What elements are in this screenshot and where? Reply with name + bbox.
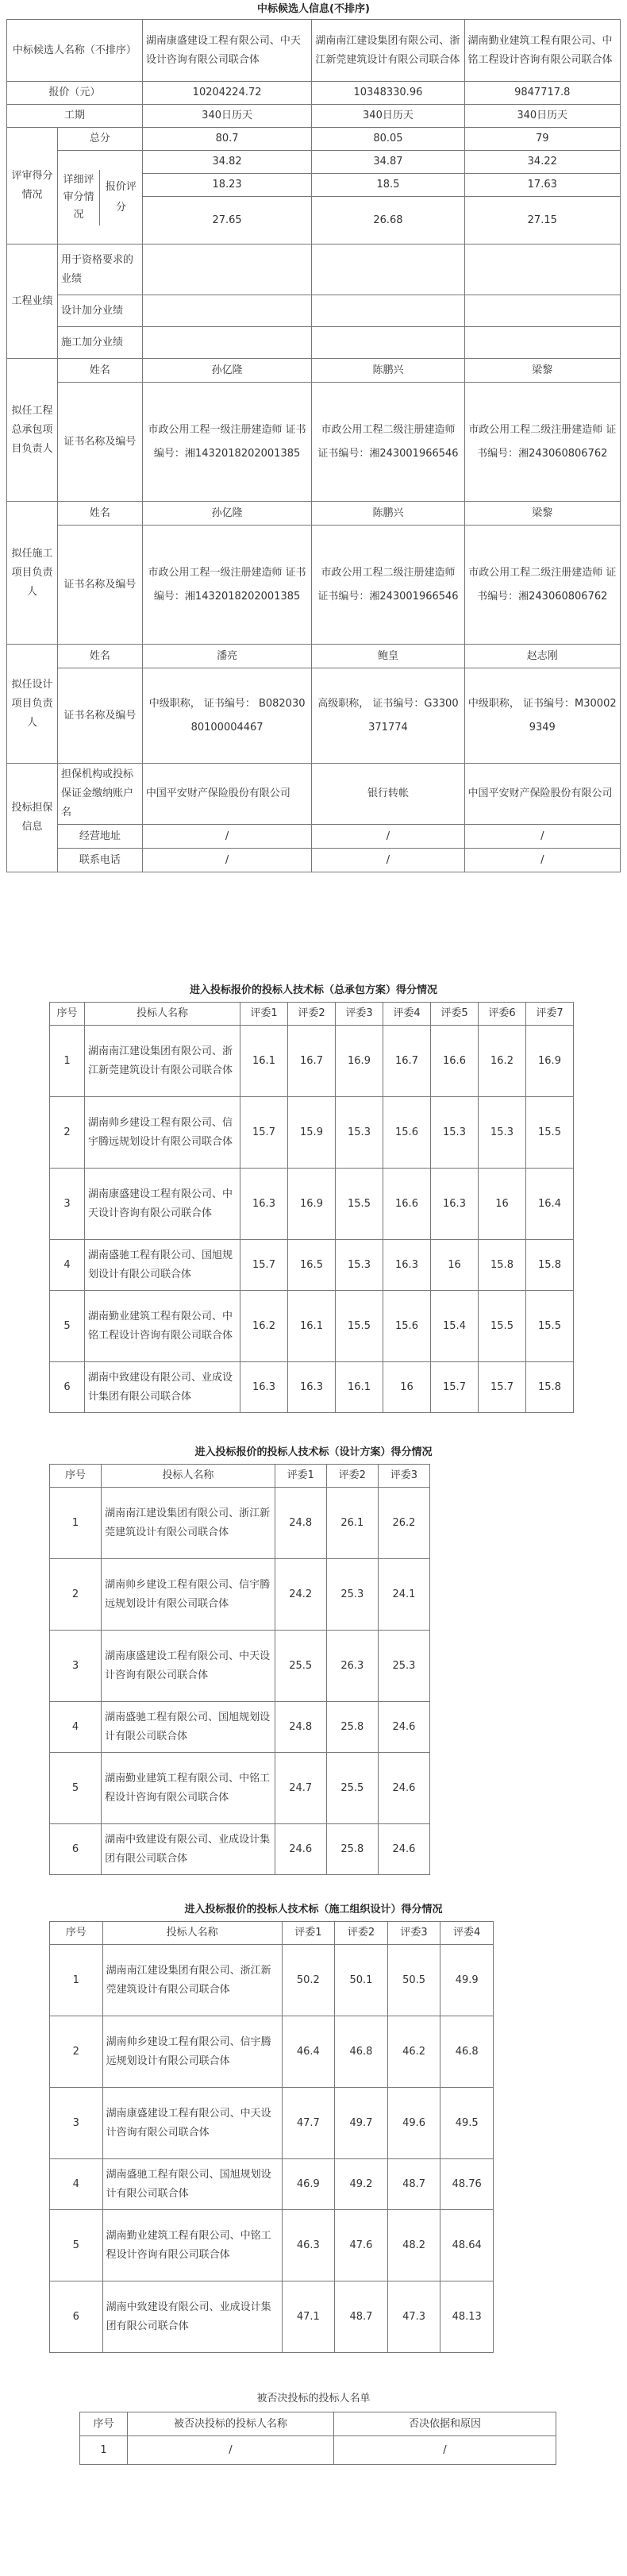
table-cell: 4: [50, 1240, 85, 1291]
pricing-2: 34.87: [312, 151, 464, 174]
table-cell: 4: [50, 1702, 102, 1753]
des-name-2: 鲍皇: [312, 645, 464, 668]
table-cell: 湖南勤业建筑工程有限公司、中铭工程设计咨询有限公司联合体: [102, 1753, 275, 1824]
price-1: 10204224.72: [142, 82, 312, 105]
table-row: [50, 2016, 494, 2088]
design-plan-table: [49, 1464, 430, 1875]
header-cell: 评委1: [275, 1465, 326, 1488]
table-cell: 2: [50, 1097, 85, 1169]
total-1: 80.7: [142, 128, 312, 151]
label-perf-c: 施工加分业绩: [58, 327, 143, 359]
table-cell: 24.6: [275, 1824, 326, 1875]
gc-cert-1: 市政公用工程一级注册建造师 证书编号：湘1432018202001385: [142, 383, 312, 502]
table-cell: 15.3: [336, 1240, 383, 1291]
table-cell: 15.7: [431, 1362, 479, 1413]
g-addr-3: /: [464, 825, 620, 849]
con-name-1: 孙亿隆: [142, 502, 312, 526]
table-cell: 6: [50, 1824, 102, 1875]
table-cell: 6: [50, 2281, 103, 2353]
perf-q-2: [312, 245, 464, 295]
table-cell: 15.6: [383, 1291, 431, 1362]
table-cell: 1: [50, 1945, 103, 2016]
label-con-mgr: 拟任施工项目负责人: [7, 502, 58, 645]
rejected-table: [79, 2412, 556, 2465]
perf-c-3: [464, 327, 620, 359]
perf-q-3: [464, 245, 620, 295]
gc-name-1: 孙亿隆: [142, 359, 312, 383]
pricing-1: 34.82: [142, 151, 312, 174]
table-cell: 48.7: [387, 2159, 440, 2210]
gc-cert-2: 市政公用工程二级注册建造师 证书编号：湘243001966546: [312, 383, 464, 502]
table-cell: 26.1: [326, 1488, 378, 1559]
table-row: [50, 1026, 574, 1097]
label-des-cert: 证书名称及编号: [58, 668, 143, 764]
table-cell: 16.9: [288, 1169, 336, 1240]
table-cell: 46.2: [387, 2016, 440, 2088]
perf-q-1: [142, 245, 312, 295]
table-cell: 15.3: [479, 1097, 526, 1169]
header-cell: 评委4: [440, 1922, 494, 1945]
table-cell: 5: [50, 1291, 85, 1362]
table-cell: /: [128, 2436, 334, 2465]
label-perf: 工程业绩: [7, 245, 58, 359]
label-g-bank: 担保机构或投标保证金缴纳账户名: [58, 764, 143, 825]
table-cell: 15.7: [479, 1362, 526, 1413]
table-cell: 湖南盛驰工程有限公司、国旭规划设计有限公司联合体: [102, 1702, 275, 1753]
table-row: [50, 1488, 430, 1559]
con-name-3: 梁黎: [464, 502, 620, 526]
table-cell: 24.6: [378, 1824, 429, 1875]
header-cell: 投标人名称: [102, 1922, 282, 1945]
table-cell: 46.4: [282, 2016, 335, 2088]
table-cell: 1: [80, 2436, 128, 2465]
total-3: 79: [464, 128, 620, 151]
table-cell: 16.3: [431, 1169, 479, 1240]
table-cell: 15.8: [526, 1362, 574, 1413]
table-cell: 24.6: [378, 1702, 429, 1753]
header-cell: 序号: [50, 1003, 85, 1026]
table-cell: 湖南帅乡建设工程有限公司、信宇腾远规划设计有限公司联合体: [85, 1097, 240, 1169]
table-cell: 16.3: [288, 1362, 336, 1413]
header-cell: 评委6: [479, 1003, 526, 1026]
table-cell: 48.76: [440, 2159, 494, 2210]
table-cell: 湖南康盛建设工程有限公司、中天设计咨询有限公司联合体: [102, 1631, 275, 1702]
qual-1: 27.65: [142, 197, 312, 245]
table-row: [50, 1362, 574, 1413]
table-cell: 湖南盛驰工程有限公司、国旭规划设计有限公司联合体: [85, 1240, 240, 1291]
table-cell: 3: [50, 2088, 103, 2159]
table-cell: 湖南盛驰工程有限公司、国旭规划设计有限公司联合体: [102, 2159, 282, 2210]
table-cell: 25.3: [378, 1631, 429, 1702]
table-cell: 16: [479, 1169, 526, 1240]
label-des-name: 姓名: [58, 645, 143, 668]
header-cell: 序号: [50, 1922, 103, 1945]
con-cert-1: 市政公用工程一级注册建造师 证书编号：湘1432018202001385: [142, 526, 312, 645]
g-tel-2: /: [312, 849, 464, 872]
perf-d-1: [142, 295, 312, 327]
table-cell: 25.5: [275, 1631, 326, 1702]
table-cell: 16.5: [288, 1240, 336, 1291]
g-tel-1: /: [142, 849, 312, 872]
table-row: [50, 1559, 430, 1631]
table-cell: 16.9: [526, 1026, 574, 1097]
table-cell: 24.7: [275, 1753, 326, 1824]
table-cell: 15.9: [288, 1097, 336, 1169]
price-2: 10348330.96: [312, 82, 464, 105]
perf-c-1: [142, 327, 312, 359]
candidate-name-1: 湖南康盛建设工程有限公司、中天设计咨询有限公司联合体: [142, 20, 312, 82]
table-cell: 16.1: [240, 1026, 288, 1097]
gc-plan-table: [49, 1002, 574, 1413]
table-row: [50, 1702, 430, 1753]
perf-d-2: [312, 295, 464, 327]
table-cell: 湖南南江建设集团有限公司、浙江新莞建筑设计有限公司联合体: [102, 1945, 282, 2016]
construction-plan-title: 进入投标报价的投标人技术标（施工组织设计）得分情况: [184, 1904, 443, 1916]
candidate-name-2: 湖南南江建设集团有限公司、浙江新莞建筑设计有限公司联合体: [312, 20, 464, 82]
header-cell: 评委3: [387, 1922, 440, 1945]
header-cell: 评委2: [326, 1465, 378, 1488]
table-cell: 16: [383, 1362, 431, 1413]
table-cell: 49.6: [387, 2088, 440, 2159]
des-cert-2: 高级职称， 证书编号：G3300371774: [312, 668, 464, 764]
table-cell: 47.3: [387, 2281, 440, 2353]
table-cell: 46.3: [282, 2210, 335, 2281]
table-row: [50, 1097, 574, 1169]
table-cell: 1: [50, 1488, 102, 1559]
candidate-info-title: 中标候选人信息(不排序): [257, 3, 370, 15]
table-cell: 47.7: [282, 2088, 335, 2159]
label-candidate-name: 中标候选人名称（不排序）: [7, 20, 143, 82]
table-cell: 16.3: [240, 1362, 288, 1413]
table-cell: /: [334, 2436, 556, 2465]
table-cell: 1: [50, 1026, 85, 1097]
label-review: 评审得分情况: [7, 128, 58, 245]
header-cell: 评委1: [240, 1003, 288, 1026]
header-cell: 否决依据和原因: [334, 2412, 556, 2436]
gc-name-3: 梁黎: [464, 359, 620, 383]
table-cell: 24.8: [275, 1702, 326, 1753]
table-cell: 湖南中致建设有限公司、业成设计集团有限公司联合体: [102, 2281, 282, 2353]
table-cell: 24.8: [275, 1488, 326, 1559]
header-cell: 评委4: [383, 1003, 431, 1026]
label-con-cert: 证书名称及编号: [58, 526, 143, 645]
table-cell: 3: [50, 1631, 102, 1702]
table-row: [50, 2159, 494, 2210]
table-cell: 15.5: [526, 1097, 574, 1169]
header-cell: 评委3: [336, 1003, 383, 1026]
table-header-row: [80, 2412, 556, 2436]
pricing-3: 34.22: [464, 151, 620, 174]
table-cell: 湖南中致建设有限公司、业成设计集团有限公司联合体: [85, 1362, 240, 1413]
table-cell: 26.2: [378, 1488, 429, 1559]
label-perf-q: 用于资格要求的业绩: [58, 245, 143, 295]
label-pricing: 报价评分: [105, 180, 137, 214]
table-row: [50, 2281, 494, 2353]
des-name-1: 潘亮: [142, 645, 312, 668]
table-row: [50, 1169, 574, 1240]
perf-c-2: [312, 327, 464, 359]
header-cell: 评委7: [526, 1003, 574, 1026]
gc-name-2: 陈鹏兴: [312, 359, 464, 383]
table-cell: 15.5: [526, 1291, 574, 1362]
table-row: [50, 2210, 494, 2281]
g-addr-1: /: [142, 825, 312, 849]
table-cell: 湖南帅乡建设工程有限公司、信宇腾远规划设计有限公司联合体: [102, 2016, 282, 2088]
g-bank-3: 中国平安财产保险股份有限公司: [464, 764, 620, 825]
design-plan-title: 进入投标报价的投标人技术标（设计方案）得分情况: [194, 1446, 433, 1458]
table-cell: 2: [50, 2016, 103, 2088]
table-cell: 湖南南江建设集团有限公司、浙江新莞建筑设计有限公司联合体: [102, 1488, 275, 1559]
table-cell: 16.2: [240, 1291, 288, 1362]
table-cell: 2: [50, 1559, 102, 1631]
tech-1: 18.23: [142, 174, 312, 197]
table-row: [50, 1631, 430, 1702]
rejected-title: 被否决投标的投标人名单: [256, 2393, 371, 2405]
table-cell: 50.1: [335, 1945, 388, 2016]
header-cell: 评委1: [282, 1922, 335, 1945]
table-cell: 49.7: [335, 2088, 388, 2159]
des-cert-3: 中级职称， 证书编号：M300029349: [464, 668, 620, 764]
table-cell: 15.5: [479, 1291, 526, 1362]
table-row: [50, 2088, 494, 2159]
qual-2: 26.68: [312, 197, 464, 245]
table-row: [80, 2436, 556, 2465]
price-3: 9847717.8: [464, 82, 620, 105]
g-bank-2: 银行转帐: [312, 764, 464, 825]
table-cell: 46.8: [335, 2016, 388, 2088]
header-cell: 评委3: [378, 1465, 429, 1488]
table-cell: 湖南中致建设有限公司、业成设计集团有限公司联合体: [102, 1824, 275, 1875]
label-perf-d: 设计加分业绩: [58, 295, 143, 327]
table-cell: 5: [50, 2210, 103, 2281]
table-cell: 6: [50, 1362, 85, 1413]
con-cert-3: 市政公用工程二级注册建造师 证书编号：湘243060806762: [464, 526, 620, 645]
header-cell: 投标人名称: [85, 1003, 240, 1026]
table-cell: 15.5: [336, 1169, 383, 1240]
label-con-name: 姓名: [58, 502, 143, 526]
des-cert-1: 中级职称， 证书编号： B08203080100004467: [142, 668, 312, 764]
table-cell: 24.2: [275, 1559, 326, 1631]
header-cell: 评委2: [288, 1003, 336, 1026]
table-cell: 16.6: [431, 1026, 479, 1097]
table-cell: 16.3: [383, 1240, 431, 1291]
table-cell: 15.7: [240, 1097, 288, 1169]
table-cell: 49.5: [440, 2088, 494, 2159]
table-cell: 49.2: [335, 2159, 388, 2210]
table-cell: 16.1: [288, 1291, 336, 1362]
candidate-name-3: 湖南勤业建筑工程有限公司、中铭工程设计咨询有限公司联合体: [464, 20, 620, 82]
table-cell: 16.3: [240, 1169, 288, 1240]
table-cell: 48.13: [440, 2281, 494, 2353]
table-cell: 16: [431, 1240, 479, 1291]
table-cell: 25.3: [326, 1559, 378, 1631]
table-cell: 16.7: [288, 1026, 336, 1097]
header-cell: 序号: [50, 1465, 102, 1488]
table-cell: 15.4: [431, 1291, 479, 1362]
table-cell: 16.6: [383, 1169, 431, 1240]
label-gc-cert: 证书名称及编号: [58, 383, 143, 502]
label-detail: 详细评审分情况: [58, 170, 100, 225]
table-cell: 25.8: [326, 1702, 378, 1753]
total-2: 80.05: [312, 128, 464, 151]
table-cell: 15.8: [526, 1240, 574, 1291]
label-period: 工期: [7, 105, 143, 128]
construction-plan-table: [49, 1921, 494, 2353]
table-cell: 24.6: [378, 1753, 429, 1824]
table-cell: 湖南康盛建设工程有限公司、中天设计咨询有限公司联合体: [85, 1169, 240, 1240]
gc-plan-title: 进入投标报价的投标人技术标（总承包方案）得分情况: [189, 984, 437, 996]
table-cell: 湖南南江建设集团有限公司、浙江新莞建筑设计有限公司联合体: [85, 1026, 240, 1097]
table-cell: 50.5: [387, 1945, 440, 2016]
table-cell: 48.2: [387, 2210, 440, 2281]
g-addr-2: /: [312, 825, 464, 849]
table-cell: 4: [50, 2159, 103, 2210]
table-cell: 15.7: [240, 1240, 288, 1291]
label-gc-name: 姓名: [58, 359, 143, 383]
table-cell: 16.4: [526, 1169, 574, 1240]
qual-3: 27.15: [464, 197, 620, 245]
g-tel-3: /: [464, 849, 620, 872]
table-cell: 5: [50, 1753, 102, 1824]
header-cell: 序号: [80, 2412, 128, 2436]
table-cell: 46.8: [440, 2016, 494, 2088]
table-cell: 25.5: [326, 1753, 378, 1824]
gc-cert-3: 市政公用工程二级注册建造师 证书编号：湘243060806762: [464, 383, 620, 502]
table-cell: 湖南勤业建筑工程有限公司、中铭工程设计咨询有限公司联合体: [102, 2210, 282, 2281]
table-cell: 47.6: [335, 2210, 388, 2281]
table-cell: 16.7: [383, 1026, 431, 1097]
table-row: [50, 1240, 574, 1291]
table-cell: 15.6: [383, 1097, 431, 1169]
table-cell: 47.1: [282, 2281, 335, 2353]
label-gc-mgr: 拟任工程总承包项目负责人: [7, 359, 58, 502]
table-cell: 16.2: [479, 1026, 526, 1097]
table-row: [50, 1945, 494, 2016]
con-cert-2: 市政公用工程二级注册建造师 证书编号：湘243001966546: [312, 526, 464, 645]
table-cell: 15.5: [336, 1291, 383, 1362]
table-cell: 湖南勤业建筑工程有限公司、中铭工程设计咨询有限公司联合体: [85, 1291, 240, 1362]
table-cell: 24.1: [378, 1559, 429, 1631]
table-header-row: [50, 1922, 494, 1945]
table-cell: 湖南康盛建设工程有限公司、中天设计咨询有限公司联合体: [102, 2088, 282, 2159]
table-cell: 15.8: [479, 1240, 526, 1291]
label-des-mgr: 拟任设计项目负责人: [7, 645, 58, 764]
table-header-row: [50, 1465, 430, 1488]
table-row: [50, 1753, 430, 1824]
label-g-addr: 经营地址: [58, 825, 143, 849]
table-row: [50, 1291, 574, 1362]
table-cell: 50.2: [282, 1945, 335, 2016]
period-1: 340日历天: [142, 105, 312, 128]
table-cell: 46.9: [282, 2159, 335, 2210]
table-row: [50, 1824, 430, 1875]
tech-2: 18.5: [312, 174, 464, 197]
header-cell: 评委2: [335, 1922, 388, 1945]
period-2: 340日历天: [312, 105, 464, 128]
des-name-3: 赵志刚: [464, 645, 620, 668]
candidate-info-table: [6, 19, 621, 872]
period-3: 340日历天: [464, 105, 620, 128]
table-cell: 湖南帅乡建设工程有限公司、信宇腾远规划设计有限公司联合体: [102, 1559, 275, 1631]
header-cell: 被否决投标的投标人名称: [128, 2412, 334, 2436]
table-cell: 26.3: [326, 1631, 378, 1702]
table-cell: 25.8: [326, 1824, 378, 1875]
g-bank-1: 中国平安财产保险股份有限公司: [142, 764, 312, 825]
perf-d-3: [464, 295, 620, 327]
table-cell: 3: [50, 1169, 85, 1240]
tech-3: 17.63: [464, 174, 620, 197]
table-cell: 15.3: [431, 1097, 479, 1169]
table-cell: 48.64: [440, 2210, 494, 2281]
table-header-row: [50, 1003, 574, 1026]
table-cell: 15.3: [336, 1097, 383, 1169]
table-cell: 16.9: [336, 1026, 383, 1097]
label-guar: 投标担保信息: [7, 764, 58, 872]
header-cell: 投标人名称: [102, 1465, 275, 1488]
label-price: 报价（元）: [7, 82, 143, 105]
header-cell: 评委5: [431, 1003, 479, 1026]
table-cell: 48.7: [335, 2281, 388, 2353]
table-cell: 16.1: [336, 1362, 383, 1413]
label-total: 总分: [58, 128, 143, 151]
table-cell: 49.9: [440, 1945, 494, 2016]
con-name-2: 陈鹏兴: [312, 502, 464, 526]
label-g-tel: 联系电话: [58, 849, 143, 872]
